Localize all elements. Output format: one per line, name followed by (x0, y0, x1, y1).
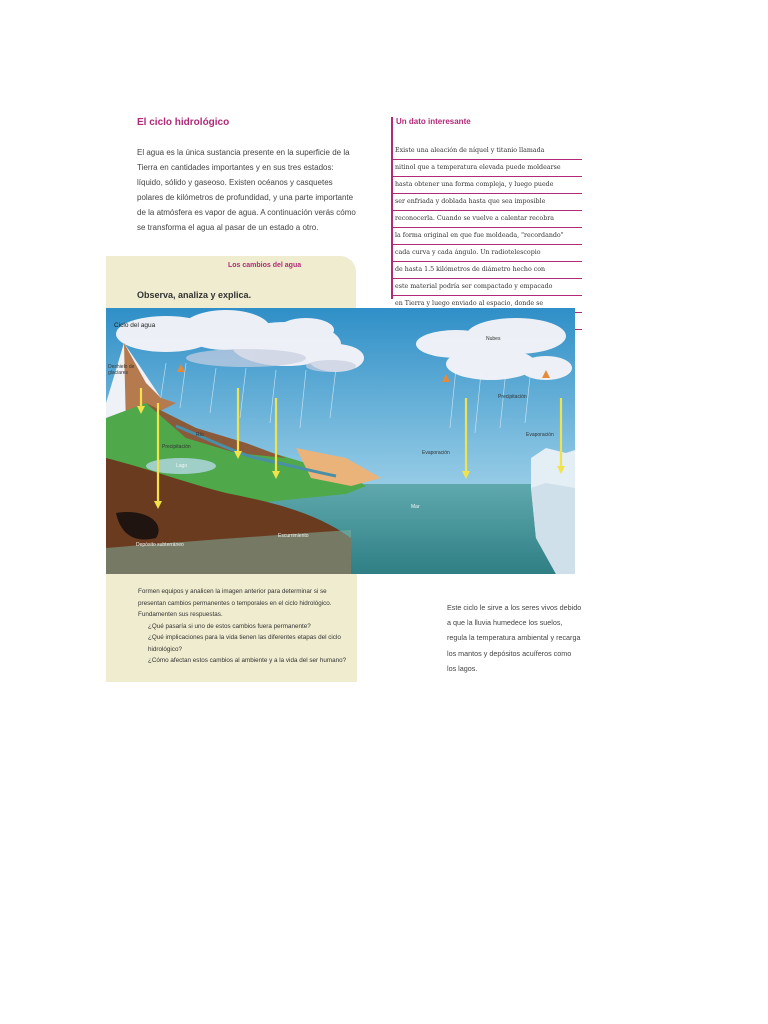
closing-paragraph: Este ciclo le sirve a los seres vivos debido a que la lluvia humedece los suelos, regula la temperatura ambiental y recarga los mantos y depósitos acuíferos como los lagos. (447, 603, 582, 673)
label-mar: Mar (411, 504, 420, 510)
fact-line: cada curva y cada ángulo. Un radiotelescopio (392, 245, 582, 262)
label-nubes: Nubes (486, 336, 501, 342)
label-deshielo: Deshielo de glaciares (108, 364, 135, 376)
fact-line: reconocerla. Cuando se vuelve a calentar recobra (392, 211, 582, 228)
activity-instructions: Formen equipos y analicen la imagen anterior para determinar si se presentan cambios permanentes o temporales en el ciclo hidrológico. Fundamenten sus respuestas. (138, 588, 332, 618)
fact-line: la forma original en que fue moldeada, "recordando" (392, 228, 582, 245)
fact-text (392, 143, 582, 330)
label-evaporacion-center: Evaporación (422, 450, 450, 456)
fact-title: Un dato interesante (396, 117, 471, 126)
fact-line: en Tierra y luego enviado al espacio, donde se (392, 296, 582, 313)
label-rio: Río (196, 432, 204, 438)
activity-text (138, 586, 356, 667)
label-escurrimiento: Escurrimiento (278, 533, 309, 539)
fact-line: Existe una aleación de níquel y titanio llamada (392, 143, 582, 160)
section-heading: El ciclo hidrológico (137, 117, 230, 128)
fact-line: de hasta 1.5 kilómetros de diámetro hecho con (392, 262, 582, 279)
activity-question: ¿Qué pasaría si uno de estos cambios fuera permanente? (148, 622, 311, 630)
label-lago: Lago (176, 463, 188, 469)
fact-line: este material podría ser compactado y empacado (392, 279, 582, 296)
label-precipitacion-right: Precipitación (498, 394, 527, 400)
label-precipitacion-left: Precipitación (162, 444, 191, 450)
activity-question: ¿Cómo afectan estos cambios al ambiente y a la vida del ser humano? (148, 657, 347, 664)
fact-line: ser enfriada y doblada hasta que sea imposible (392, 194, 582, 211)
water-cycle-illustration (106, 308, 575, 574)
fact-line: hasta obtener una forma compleja, y luego puede (392, 177, 582, 194)
diagram-title: Ciclo del agua (114, 322, 156, 329)
intro-paragraph: El agua es la única sustancia presente en la superficie de la Tierra en cantidades importantes y en sus tres estados: líquido, sólido y gaseoso. Existen océanos y casquetes polares de kilómetros de profundidad, y una parte importante de la atmósfera es vapor de agua. A continuación verás cómo se transforma el agua al pasar de un estado a otro. (137, 148, 356, 232)
activity-question: ¿Qué implicaciones para la vida tienen las diferentes etapas del ciclo hidrológico? (148, 634, 341, 653)
fact-line: nitinol que a temperatura elevada puede moldearse (392, 160, 582, 177)
water-cycle-artwork (106, 308, 575, 574)
label-evaporacion-right: Evaporación (526, 432, 554, 438)
activity-subheading: Observa, analiza y explica. (137, 290, 252, 300)
label-deposito: Depósito subterráneo (136, 542, 184, 548)
section-tab-title: Los cambios del agua (228, 262, 302, 269)
